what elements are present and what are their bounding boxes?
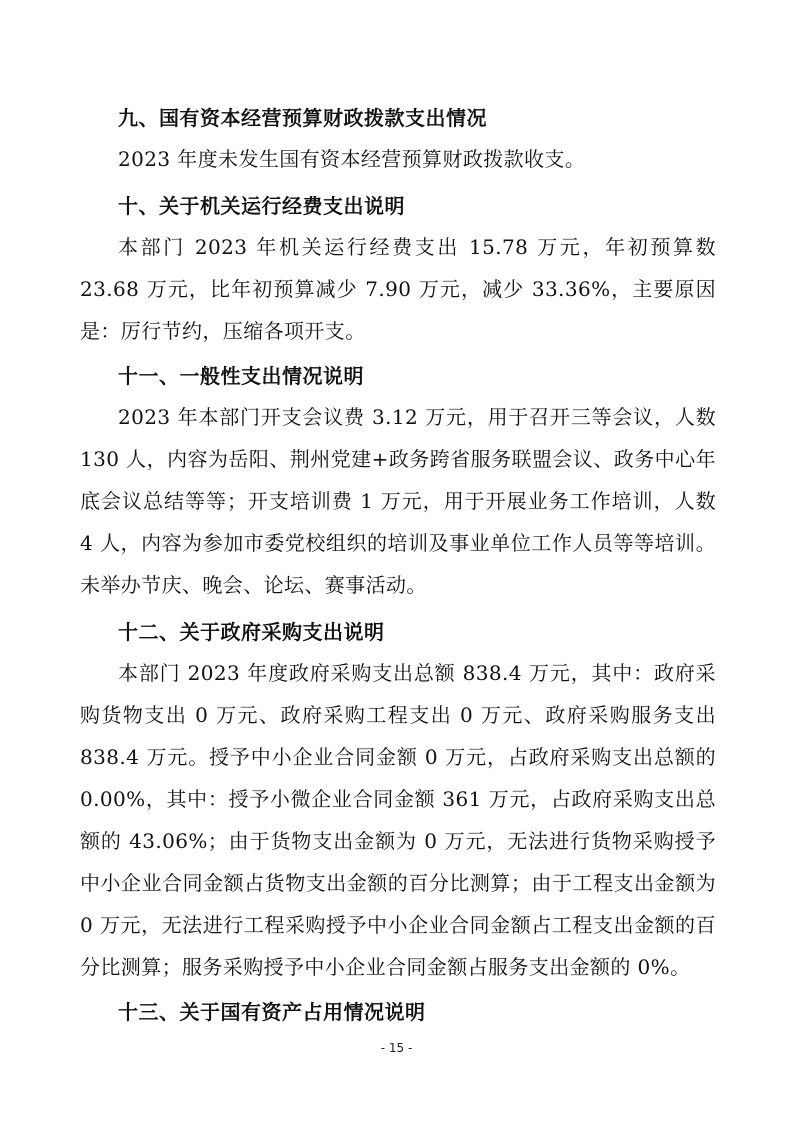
section-heading-12: 十二、关于政府采购支出说明 bbox=[118, 620, 385, 644]
section-heading-11: 十一、一般性支出情况说明 bbox=[118, 364, 364, 388]
section-heading-10: 十、关于机关运行经费支出说明 bbox=[118, 194, 405, 218]
section-body-9: 2023 年度未发生国有资本经营预算财政拨款收支。 bbox=[118, 147, 586, 171]
section-heading-13: 十三、关于国有资产占用情况说明 bbox=[118, 1000, 426, 1024]
section-body-12: 本部门 2023 年度政府采购支出总额 838.4 万元，其中：政府采购货物支出 0 万元、政府采购工程支出 0 万元、政府采购服务支出 838.4 万元。授予中小企业合同金额 0 万元，占政府采购支出总额的 0.00%，其中：授予小微企业合同金额 361 万元，占政府采购支出总额的 43.06%；由于货物支出金额为 0 万元，无法进行货物采购授予中小企业合同金额占货物支出金额的百分比测算；由于工程支出金额为 0 万元，无法进行工程采购授予中小企业合同金额占工程支出金额的百分比测算；服务采购授予中小企业合同金额占服务支出金额的 0%。 bbox=[80, 661, 716, 979]
section-body-11: 2023 年本部门开支会议费 3.12 万元，用于召开三等会议，人数 130 人，内容为岳阳、荆州党建+政务跨省服务联盟会议、政务中心年底会议总结等等；开支培训费 1 万元，用于开展业务工作培训，人数 4 人，内容为参加市委党校组织的培训及事业单位工作人员等等培训。未举办节庆、晚会、论坛、赛事活动。 bbox=[80, 405, 716, 597]
section-heading-9: 九、国有资本经营预算财政拨款支出情况 bbox=[118, 106, 487, 130]
section-body-10: 本部门 2023 年机关运行经费支出 15.78 万元，年初预算数 23.68 万元，比年初预算减少 7.90 万元，减少 33.36%，主要原因是：厉行节约，压缩各项开支。 bbox=[80, 235, 716, 343]
page-number: - 15 - bbox=[380, 1041, 413, 1055]
